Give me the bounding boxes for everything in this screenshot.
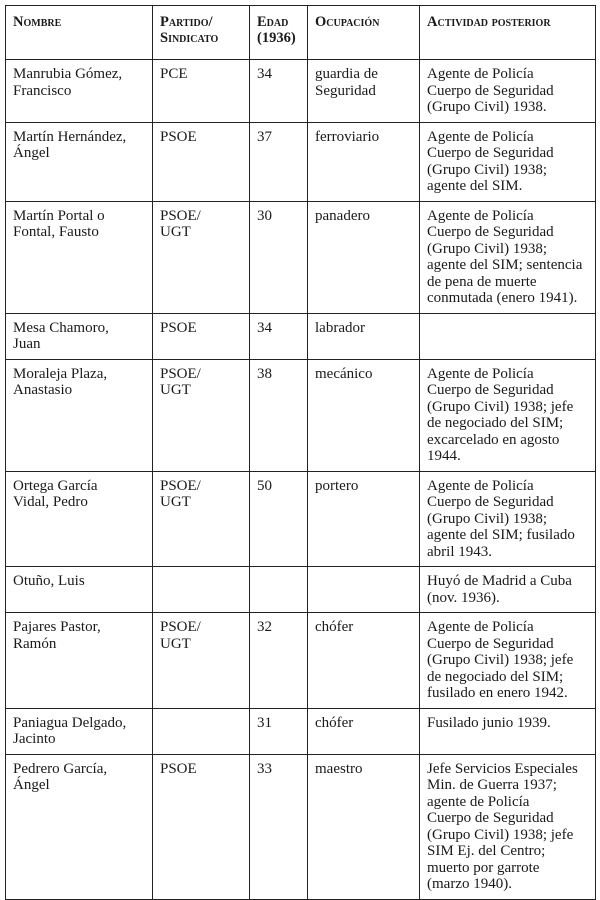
- header-nombre: Nombre: [6, 6, 153, 60]
- edad-cell-text: 31: [257, 714, 272, 731]
- ocupacion-cell: [308, 567, 420, 613]
- partido-cell-text: PSOE/ UGT: [160, 477, 201, 510]
- actividad-cell-text: Jefe Servicios Especiales Min. de Guerra 1937; agente de Policía Cuerpo de Seguridad (Grupo Civil) 1938; jefe SIM Ej. del Centro; muerto por garrote (marzo 1940).: [427, 760, 578, 892]
- partido-cell: [153, 201, 250, 313]
- table-body: [6, 60, 596, 900]
- nombre-cell: [6, 201, 153, 313]
- partido-cell: [153, 754, 250, 899]
- nombre-cell: [6, 613, 153, 709]
- table-row: [6, 471, 596, 567]
- nombre-cell: [6, 567, 153, 613]
- partido-cell-text: PSOE/ UGT: [160, 619, 201, 652]
- partido-cell-text: PSOE/ UGT: [160, 207, 201, 240]
- actividad-cell: [420, 122, 596, 201]
- edad-cell: [250, 201, 308, 313]
- actividad-cell-text: Agente de Policía Cuerpo de Seguridad (Grupo Civil) 1938; agente del SIM; sentencia de pena de muerte conmutada (enero 1941).: [427, 207, 583, 306]
- table-row: [6, 754, 596, 899]
- partido-cell-text: PSOE: [160, 319, 197, 336]
- nombre-cell: [6, 359, 153, 471]
- edad-cell-text: 30: [257, 207, 272, 224]
- ocupacion-cell: [308, 359, 420, 471]
- nombre-cell-text: Otuño, Luis: [13, 573, 85, 589]
- partido-cell-text: PCE: [160, 66, 188, 82]
- ocupacion-cell-text: labrador: [315, 319, 365, 336]
- ocupacion-cell: [308, 471, 420, 567]
- edad-cell-text: 38: [257, 365, 272, 382]
- actividad-cell: [420, 313, 596, 359]
- actividad-cell-text: Agente de Policía Cuerpo de Seguridad (Grupo Civil) 1938; agente del SIM.: [427, 128, 554, 194]
- table-row: [6, 201, 596, 313]
- ocupacion-cell: [308, 708, 420, 754]
- edad-cell-text: 50: [257, 477, 272, 494]
- ocupacion-cell: [308, 60, 420, 123]
- edad-cell-text: 32: [257, 619, 272, 635]
- edad-cell: [250, 122, 308, 201]
- edad-cell: [250, 359, 308, 471]
- table-row: [6, 60, 596, 123]
- edad-cell-text: 34: [257, 319, 272, 336]
- edad-cell: [250, 60, 308, 123]
- header-actividad-posterior: Actividad posterior: [420, 6, 596, 60]
- table-row: [6, 613, 596, 709]
- header-partido-sindicato: Partido/ Sindicato: [153, 6, 250, 60]
- actividad-cell-text: Agente de Policía Cuerpo de Seguridad (Grupo Civil) 1938.: [427, 66, 554, 115]
- edad-cell: [250, 613, 308, 709]
- header-edad: Edad (1936): [250, 6, 308, 60]
- partido-cell: [153, 613, 250, 709]
- ocupacion-cell: [308, 613, 420, 709]
- actividad-cell-text: Agente de Policía Cuerpo de Seguridad (Grupo Civil) 1938; agente del SIM; fusilado abril 1943.: [427, 477, 575, 560]
- ocupacion-cell-text: mecánico: [315, 365, 373, 382]
- partido-cell: [153, 567, 250, 613]
- ocupacion-cell: [308, 201, 420, 313]
- nombre-cell: [6, 122, 153, 201]
- table-header-row: [6, 6, 596, 60]
- partido-cell: [153, 60, 250, 123]
- edad-cell-text: 33: [257, 760, 272, 777]
- nombre-cell-text: Pajares Pastor, Ramón: [13, 619, 101, 652]
- partido-cell: [153, 313, 250, 359]
- nombre-cell-text: Martín Portal o Fontal, Fausto: [13, 207, 105, 240]
- ocupacion-cell-text: ferroviario: [315, 128, 380, 145]
- edad-cell: [250, 567, 308, 613]
- table-row: [6, 708, 596, 754]
- edad-cell-text: 37: [257, 128, 272, 145]
- ocupacion-cell-text: guardia de Seguridad: [315, 66, 378, 99]
- nombre-cell-text: Ortega García Vidal, Pedro: [13, 477, 98, 510]
- actividad-cell: [420, 754, 596, 899]
- ocupacion-cell: [308, 122, 420, 201]
- partido-cell-text: PSOE: [160, 760, 197, 777]
- nombre-cell: [6, 313, 153, 359]
- actividad-cell: [420, 359, 596, 471]
- members-table: [5, 5, 596, 900]
- nombre-cell-text: Martín Hernández, Ángel: [13, 128, 127, 161]
- ocupacion-cell-text: portero: [315, 477, 359, 494]
- partido-cell: [153, 708, 250, 754]
- nombre-cell-text: Manrubia Gómez, Francisco: [13, 66, 123, 99]
- partido-cell: [153, 471, 250, 567]
- edad-cell: [250, 313, 308, 359]
- nombre-cell-text: Paniagua Delgado, Jacinto: [13, 714, 127, 747]
- ocupacion-cell-text: maestro: [315, 760, 363, 777]
- edad-cell: [250, 708, 308, 754]
- table-row: [6, 313, 596, 359]
- ocupacion-cell: [308, 313, 420, 359]
- ocupacion-cell-text: chófer: [315, 619, 354, 635]
- actividad-cell-text: Agente de Policía Cuerpo de Seguridad (Grupo Civil) 1938; jefe de negociado del SIM; excarcelado en agosto 1944.: [427, 365, 574, 464]
- actividad-cell: [420, 201, 596, 313]
- nombre-cell-text: Mesa Chamoro, Juan: [13, 319, 109, 352]
- ocupacion-cell-text: chófer: [315, 714, 354, 731]
- partido-cell-text: PSOE/ UGT: [160, 365, 201, 398]
- header-ocupacion: Ocupación: [308, 6, 420, 60]
- nombre-cell: [6, 471, 153, 567]
- nombre-cell: [6, 754, 153, 899]
- table-row: [6, 567, 596, 613]
- ocupacion-cell-text: panadero: [315, 207, 370, 224]
- actividad-cell: [420, 708, 596, 754]
- actividad-cell: [420, 471, 596, 567]
- nombre-cell-text: Pedrero García, Ángel: [13, 760, 108, 793]
- actividad-cell: [420, 60, 596, 123]
- actividad-cell-text: Huyó de Madrid a Cuba (nov. 1936).: [427, 573, 572, 606]
- edad-cell-text: 34: [257, 66, 272, 82]
- actividad-cell-text: Fusilado junio 1939.: [427, 714, 551, 731]
- actividad-cell: [420, 613, 596, 709]
- edad-cell: [250, 471, 308, 567]
- actividad-cell: [420, 567, 596, 613]
- ocupacion-cell: [308, 754, 420, 899]
- partido-cell: [153, 359, 250, 471]
- nombre-cell: [6, 708, 153, 754]
- actividad-cell-text: Agente de Policía Cuerpo de Seguridad (Grupo Civil) 1938; jefe de negociado del SIM; fusilado en enero 1942.: [427, 619, 574, 701]
- partido-cell: [153, 122, 250, 201]
- table-row: [6, 359, 596, 471]
- nombre-cell-text: Moraleja Plaza, Anastasio: [13, 365, 108, 398]
- partido-cell-text: PSOE: [160, 128, 197, 145]
- edad-cell: [250, 754, 308, 899]
- nombre-cell: [6, 60, 153, 123]
- table-row: [6, 122, 596, 201]
